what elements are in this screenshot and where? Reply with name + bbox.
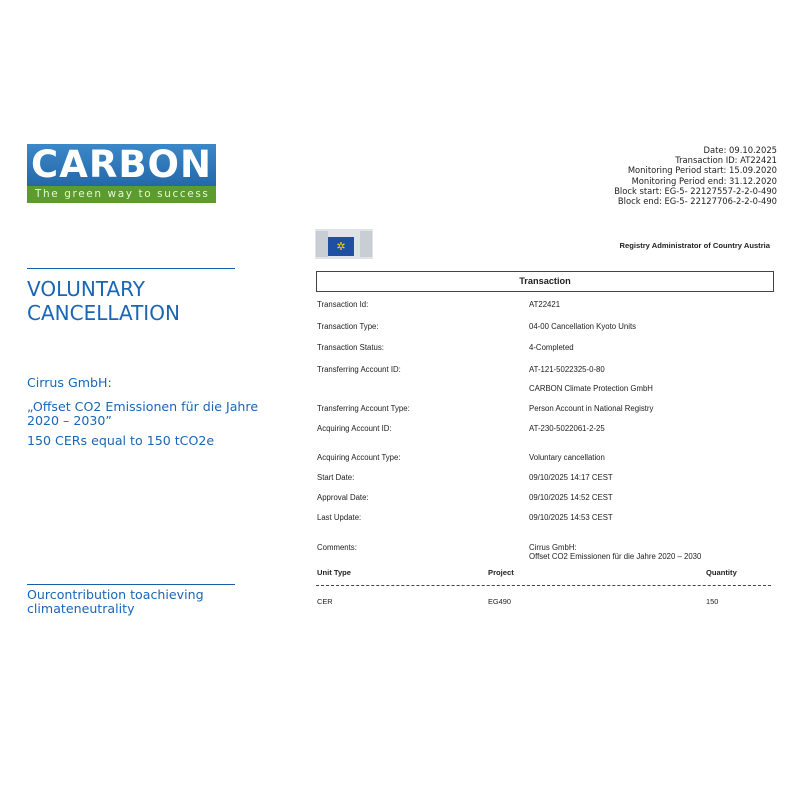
cers-statement: 150 CERs equal to 150 tCO2e — [27, 433, 215, 448]
page-title-line2: CANCELLATION — [27, 301, 180, 325]
offset-quote: „Offset CO2 Emissionen für die Jahre 2020 – 2030” — [27, 399, 259, 428]
meta-transaction-id: Transaction ID: AT22421 — [675, 155, 777, 166]
row-label-transferring-account-id: Transferring Account ID: — [317, 365, 401, 374]
row-value-transaction-id: AT22421 — [529, 300, 561, 309]
footer-divider — [27, 584, 235, 585]
row-label-transferring-account-type: Transferring Account Type: — [317, 404, 410, 413]
row-value-transferring-account-holder: CARBON Climate Protection GmbH — [529, 384, 653, 393]
carbon-logo — [27, 144, 216, 203]
row-value-last-update: 09/10/2025 14:53 CEST — [529, 513, 613, 522]
page-title — [27, 277, 180, 325]
meta-block-end: Block end: EG-5- 22127706-2-2-0-490 — [617, 196, 777, 207]
row-value-start-date: 09/10/2025 14:17 CEST — [529, 473, 613, 482]
contribution-note: Ourcontribution toachieving climateneutrality — [27, 587, 204, 616]
row-label-acquiring-account-type: Acquiring Account Type: — [317, 453, 401, 462]
column-header-project: Project — [488, 568, 514, 577]
row-value-acquiring-account-type: Voluntary cancellation — [529, 453, 605, 462]
title-divider — [27, 268, 235, 269]
meta-date: Date: 09.10.2025 — [703, 145, 777, 155]
comments-line2: Offset CO2 Emissionen für die Jahre 2020 – 2030 — [529, 552, 702, 561]
company-name: Cirrus GmbH: — [27, 375, 112, 390]
row-value-transferring-account-type: Person Account in National Registry — [529, 404, 654, 413]
row-label-last-update: Last Update: — [317, 513, 362, 522]
column-header-quantity: Quantity — [706, 568, 737, 577]
table-cell-project: EG490 — [488, 597, 512, 606]
row-label-start-date: Start Date: — [317, 473, 355, 482]
row-label-transaction-type: Transaction Type: — [317, 322, 379, 331]
meta-period-start: Monitoring Period start: 15.09.2020 — [627, 165, 777, 176]
eu-flag-icon: ✲ — [315, 229, 373, 259]
registry-administrator: Registry Administrator of Country Austria — [619, 241, 770, 250]
row-value-approval-date: 09/10/2025 14:52 CEST — [529, 493, 613, 502]
column-header-unit-type: Unit Type — [317, 568, 352, 577]
transaction-heading: Transaction — [316, 271, 774, 292]
row-value-acquiring-account-id: AT-230-5022061-2-25 — [529, 424, 605, 433]
comments-line1: Cirrus GmbH: — [529, 543, 577, 552]
table-cell-unit-type: CER — [317, 597, 333, 606]
row-value-transaction-status: 4-Completed — [529, 343, 574, 352]
row-label-transaction-status: Transaction Status: — [317, 343, 384, 352]
row-label-transaction-id: Transaction Id: — [317, 300, 369, 309]
row-value-transaction-type: 04-00 Cancellation Kyoto Units — [529, 322, 637, 331]
logo-wordmark: CARBON — [31, 144, 212, 186]
logo-tagline: The green way to success — [27, 186, 216, 203]
row-label-approval-date: Approval Date: — [317, 493, 369, 502]
document-meta — [614, 145, 777, 206]
meta-block-start: Block start: EG-5- 22127557-2-2-0-490 — [614, 185, 777, 196]
page-title-line1: VOLUNTARY — [27, 277, 145, 301]
row-label-comments: Comments: — [317, 543, 357, 552]
row-value-transferring-account-id: AT-121-5022325-0-80 — [529, 365, 605, 374]
table-cell-quantity: 150 — [706, 597, 719, 606]
table-divider — [316, 585, 771, 586]
meta-period-end: Monitoring Period end: 31.12.2020 — [631, 175, 777, 186]
row-label-acquiring-account-id: Acquiring Account ID: — [317, 424, 392, 433]
